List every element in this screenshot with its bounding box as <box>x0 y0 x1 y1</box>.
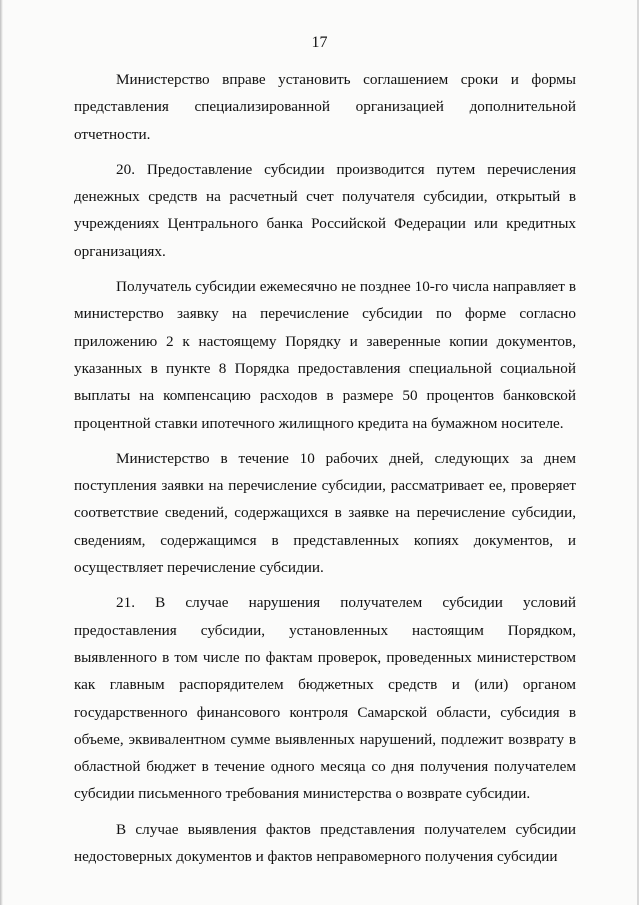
paragraph-21-violations: 21. В случае нарушения получателем субсидии условий предоставления субсидии, установленных настоящим Порядком, выявленного в том числе по фактам проверок, проведенных министерством как главным распорядителем бюджетных средств и (или) органом государственного финансового контроля Самарской области, субсидия в объеме, эквивалентном сумме выявленных нарушений, подлежит возврату в областной бюджет в течение одного месяца со дня получения получателем субсидии письменного требования министерства о возврате субсидии. <box>74 594 576 803</box>
paragraph-reporting: Министерство вправе установить соглашением сроки и формы представления специализированной организацией дополнительной отчетности. <box>74 71 576 143</box>
paragraph-ministry-review: Министерство в течение 10 рабочих дней, следующих за днем поступления заявки на перечисление субсидии, рассматривает ее, проверяет соответствие сведений, содержащихся в заявке на перечисление субсидии, сведениям, содержащимся в представленных копиях документов, и осуществляет перечисление субсидии. <box>74 449 576 577</box>
paragraph-false-documents: В случае выявления фактов представления получателем субсидии недостоверных документов и фактов неправомерного получения субсидии <box>74 820 576 866</box>
scan-left-edge <box>0 0 3 905</box>
paragraph-20-subsidy-transfer: 20. Предоставление субсидии производится путем перечисления денежных средств на расчетный счет получателя субсидии, открытый в учреждениях Центрального банка Российской Федерации или кредитных организациях. <box>74 160 576 260</box>
paragraph-monthly-application: Получатель субсидии ежемесячно не позднее 10-го числа направляет в министерство заявку на перечисление субсидии по форме согласно приложению 2 к настоящему Порядку и заверенные копии документов, указанных в пункте 8 Порядка предоставления специальной социальной выплаты на компенсацию расходов в размере 50 процентов банковской процентной ставки ипотечного жилищного кредита на бумажном носителе. <box>74 278 576 432</box>
document-body <box>74 66 576 870</box>
page-number: 17 <box>311 34 328 51</box>
